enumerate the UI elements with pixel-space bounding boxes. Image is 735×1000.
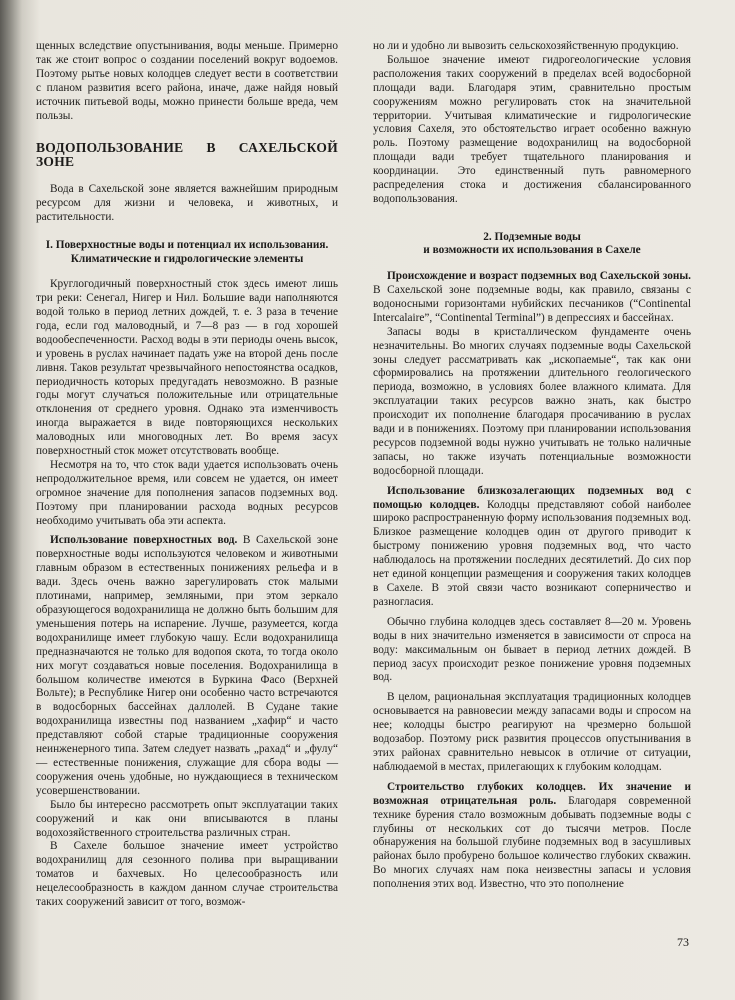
section-title: ВОДОПОЛЬЗОВАНИЕ В САХЕЛЬСКОЙ ЗОНЕ: [36, 140, 338, 170]
section-intro: Вода в Сахельской зоне является важнейшим природным ресурсом для жизни и человека, и животных, и растительности.: [36, 183, 338, 224]
paragraph-body: В Сахельской зоне поверхностные воды используются человеком и животными главным образом в естественных понижениях рельефа и в вади. Здесь очень важно зарегулировать сток малыми плотинами, например, земляными, при этом зеркало образующегося водохранилища не должно быть большим для уменьшения потерь на испарение. Лучше, разумеется, когда водохранилище имеет глубокую чашу. Если водохранилища предназначаются не только для водопоя скота, то тогда около них могут создаваться новые поселения. Водохранилища в большом количестве имеются в Буркина Фасо (Верхней Вольте); в Республике Нигер они особенно часто встречаются в водосборных бассейнах даллолей. В Судане такие водохранилища известны под названием „хафир“ и часто представляют собой старые традиционные сооружения неинженерного типа. Затем следует назвать „рахад“ и „фулу“ — естественные понижения, служащие для сбора воды — сооружения очень удобные, но нуждающиеся в техническом усовершенствовании.: [36, 534, 338, 797]
paragraph-body: Колодцы представляют собой наиболее широко распространенную форму использования подземных вод. Близкое размещение колодцев один от другого приводит к быстрому понижению уровня подземных вод, что часто наблюдалось на протяжении последних десятилетий. До сих пор нет единой концепции размещения и сооружения таких колодцев в Сахеле. В этой связи часто возникают соперничество и разногласия.: [373, 498, 691, 608]
left-column: [36, 40, 338, 910]
paragraph: Запасы воды в кристаллическом фундаменте очень незначительны. Во многих случаях подземные воды Сахельской зоны следует рассматривать как „ископаемые“, так как они сформировались на протяжении длительного геологического периода, возможно, в условиях более влажного климата. Для эксплуатации таких ресурсов важно знать, как быстро происходит их пополнение благодаря просачиванию в руслах вади и в понижениях. Поэтому при планировании использования ресурсов подземной воды нужно учитывать не только наличные запасы, но также изучать потенциальные возможности водосборной площади.: [373, 325, 691, 477]
paragraph-lead: Происхождение и возраст подземных вод Сахельской зоны.: [387, 270, 691, 283]
paragraph-lead: Строительство глубоких колодцев. Их значение и возможная отрицательная роль.: [373, 780, 691, 807]
intro-paragraph: щенных вследствие опустынивания, воды меньше. Примерно так же стоит вопрос о создании поселений вокруг водоемов. Поэтому рытье новых колодцев следует вести в соответствии с планом развития всего района, иначе, даже найдя новый источник питьевой воды, можно принести больше вреда, чем пользы.: [36, 40, 338, 122]
paragraph-lead: Использование близкозалегающих подземных вод с помощью колодцев.: [373, 484, 691, 511]
right-column: [373, 40, 691, 892]
paragraph: Несмотря на то, что сток вади удается использовать очень непродолжительное время, или совсем не удается, он имеет огромное значение для пополнения запасов подземных вод. Поэтому при планировании расхода водных ресурсов необходимо учитывать оба эти аспекта.: [36, 458, 338, 527]
subsection-title-1-line1: I. Поверхностные воды и потенциал их использования.: [45, 238, 329, 251]
subsection-title-2: [373, 231, 691, 258]
paragraph-body: Благодаря современной технике бурения стало возможным добывать подземные воды с глубины от нескольких сот до тысячи метров. После обнаружения на большой глубине подземных вод в засушливых районах было пробурено большое количество глубоких скважин. Во многих случаях нам пока неизвестны запасы и условия пополнения этих вод. Известно, что это пополнение: [373, 794, 692, 891]
subsection-title-1-line2: Климатические и гидрологические элементы: [70, 252, 304, 265]
paragraph: В Сахеле большое значение имеет устройство водохранилищ для сезонного полива при выращивании томатов и бахчевых. Но целесообразность или нецелесообразность в каждом данном случае строительства таких сооружений зависит от того, возмож-: [36, 840, 338, 909]
page-number: 73: [677, 935, 689, 949]
paragraph: В целом, рациональная эксплуатация традиционных колодцев основывается на равновесии между запасами воды и спросом на нее; колодцы быстро реагируют на чрезмерно большой водозабор. Поэтому риск развития процессов опустынивания в этих районах сравнительно невысок в отличие от ситуации, наблюдаемой в местах, прилегающих к глубоким колодцам.: [373, 691, 691, 773]
subsection-title-1: [36, 239, 338, 266]
paragraph-lead: Использование поверхностных вод.: [50, 534, 238, 547]
paragraph: Круглогодичный поверхностный сток здесь имеют лишь три реки: Сенегал, Нигер и Нил. Большие вади наполняются водой только в период летних дождей, т. е. 3 раза в течение года, если год маловодный, и 7—8 раз — в год хорошей водообеспеченности. Расход воды в эти периоды очень высок, и уровень в руслах начинает падать уже на второй день после ливня. Таков результат чрезвычайного непостоянства осадков, периодичность которых предугадать невозможно. В разные годы могут случаться положительные или отрицательные отклонения от среднего уровня. Однако эта изменчивость иногда выражается в виде повторяющихся нескольких маловодных или многоводных лет. Во время засух поверхностный сток может отсутствовать вообще.: [36, 278, 338, 458]
paragraph: [373, 270, 691, 326]
paragraph: [373, 485, 691, 610]
paragraph: Большое значение имеют гидрогеологические условия расположения таких сооружений в пределах всей водосборной площади вади. Благодаря этим, сравнительно простым сооружениям можно регулировать сток на значительной территории. Учитывая климатические и гидрологические условия Сахеля, это обстоятельство играет особенно важную роль. Поэтому размещение водохранилищ на водосборной площади вади требует тщательного планирования и координации. Это единственный путь равномерного распределения стока и достижения сбалансированного водопользования.: [373, 53, 691, 205]
subsection-title-2-line2: и возможности их использования в Сахеле: [423, 244, 641, 257]
paragraph: [373, 781, 691, 892]
paragraph: но ли и удобно ли вывозить сельскохозяйственную продукцию.: [373, 40, 679, 52]
paragraph: Было бы интересно рассмотреть опыт эксплуатации таких сооружений и как они вписываются в планы водохозяйственного строительства различных стран.: [36, 798, 338, 839]
paragraph: [36, 534, 338, 798]
paragraph-body: В Сахельской зоне подземные воды, как правило, связаны с водоносными горизонтами нубийских песчаников (“Continental Intercalaire”, “Continental Terminal”) в депрессиях и бассейнах.: [373, 283, 691, 324]
paragraph: Обычно глубина колодцев здесь составляет 8—20 м. Уровень воды в них значительно изменяется в зависимости от спроса на воду: максимальным он бывает в период летних дождей. В период засух происходит резкое понижение уровня подземных вод.: [373, 615, 691, 684]
subsection-title-2-line1: 2. Подземные воды: [483, 230, 581, 243]
